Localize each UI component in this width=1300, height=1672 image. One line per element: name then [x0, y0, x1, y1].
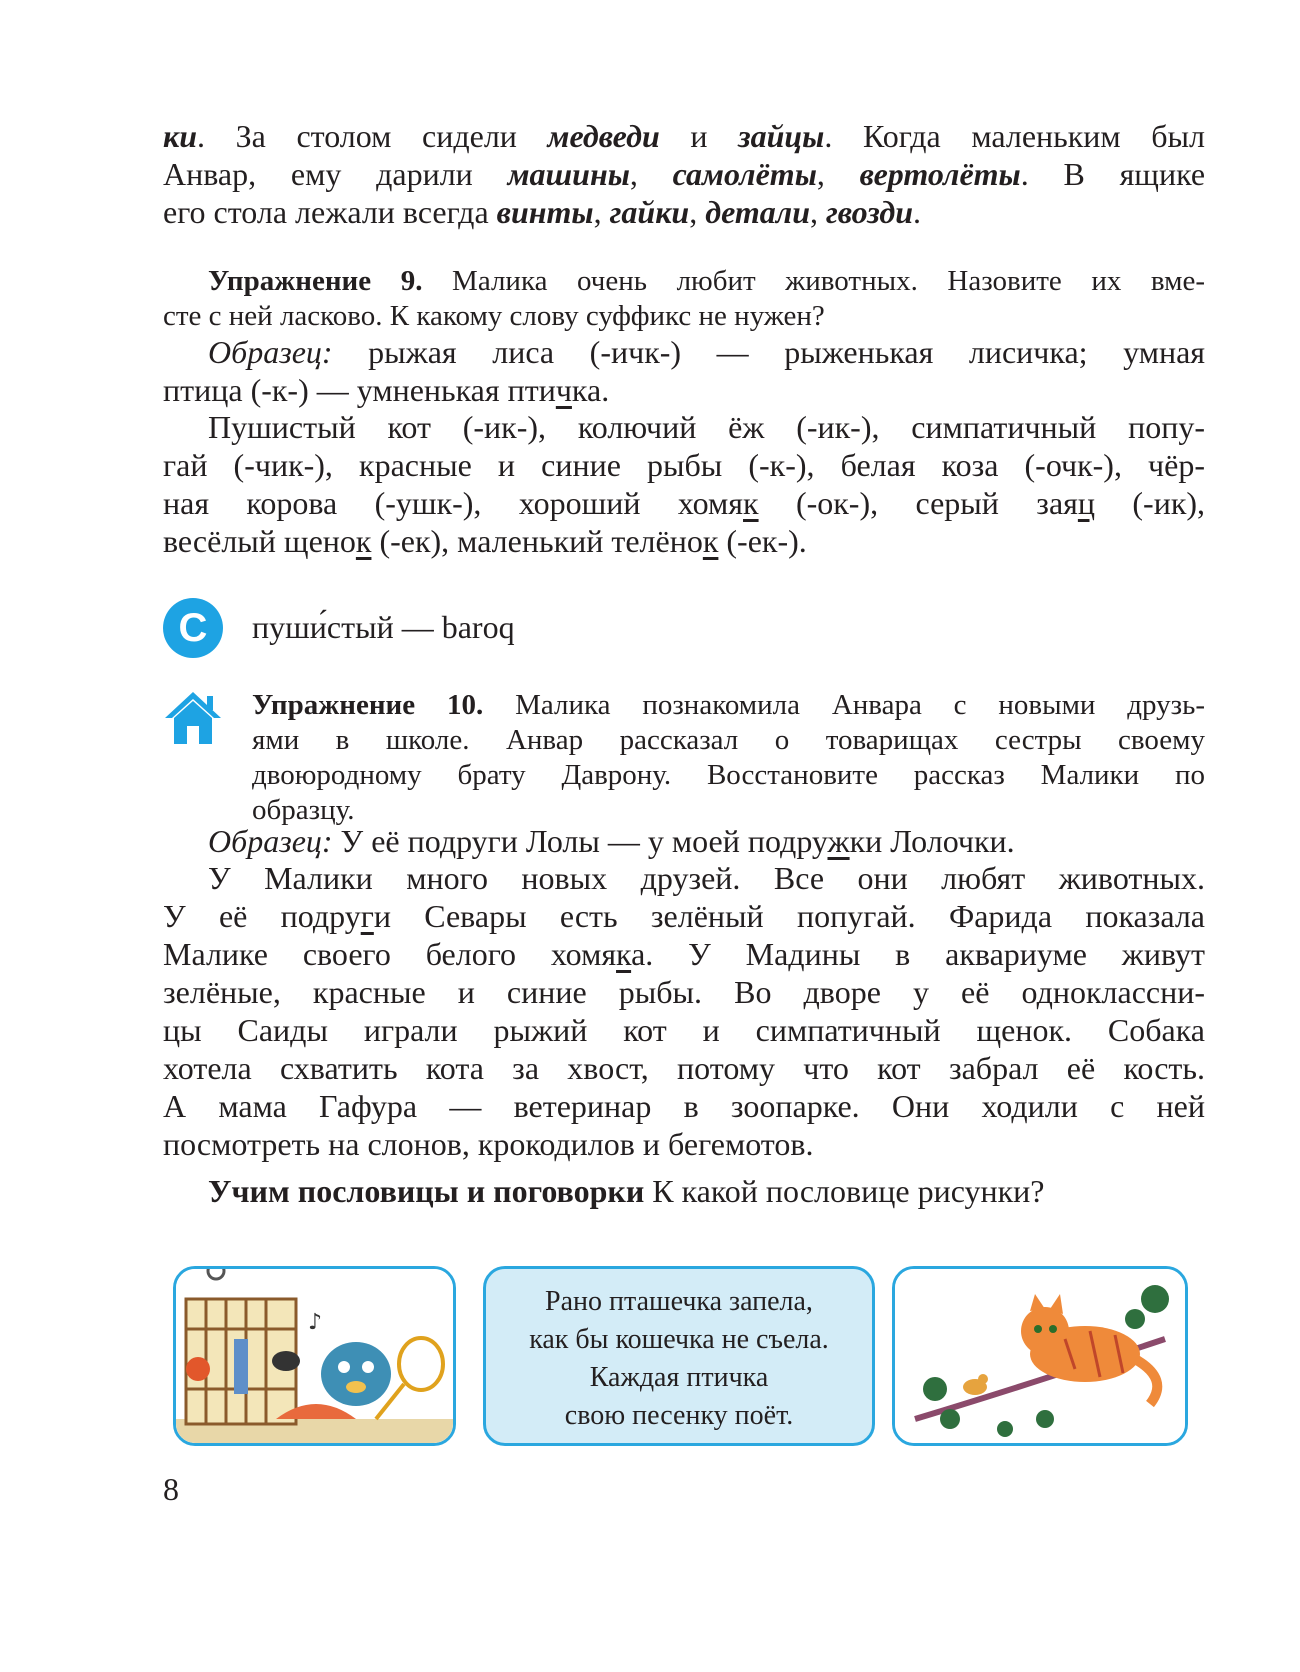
exercise-10-sample: Образец: У её подруги Лолы — у моей подружки Лолочки.: [208, 823, 1015, 859]
exercise-10-label: Упражнение 10.: [252, 689, 484, 721]
page-number: 8: [163, 1471, 179, 1507]
exercise-10-task: Упражнение 10. Малика познакомила Анвара с новыми друзь- ями в школе. Анвар рассказал о товарищах сестры своему двоюродному брату Даврону. Восстановите рассказ Малики по образцу.: [252, 689, 1205, 826]
exercise-9-sample: Образец: рыжая лиса (-ичк-) — рыженькая лисичка; умная птица (-к-) — умненькая птичка.: [163, 334, 1205, 408]
illustration-cat-branch: [892, 1266, 1188, 1446]
vocabulary-c-icon: C: [163, 598, 223, 658]
proverb-line: Рано пташечка запела,: [545, 1286, 813, 1317]
svg-text:♪: ♪: [308, 1310, 323, 1335]
proverb-line: свою песенку поёт.: [564, 1400, 794, 1431]
illustration-cat-birdcage: [173, 1266, 456, 1446]
exercise-9-task: Упражнение 9. Малика очень любит животных. Назовите их вме-: [208, 265, 1205, 297]
proverb-card: [483, 1266, 875, 1446]
exercise-10-text: У Малики много новых друзей. Все они любят животных. У её подруги Севары есть зелёный попугай. Фарида показала Малике своего белого хомяка. У Мадины в аквариуме живут зелёные, красные и синие рыбы. Во дворе у её одноклассни- цы Саиды играли рыжий кот и симпатичный щенок. Собака хотела схватить кота за хвост, потому что кот забрал её кость. А мама Гафура — ветеринар в зоопарке. Они ходили с ней посмотреть на слонов, крокодилов и бегемотов.: [163, 860, 1206, 1162]
exercise-9-label: Упражнение 9.: [208, 265, 423, 297]
top-paragraph: ки. За столом сидели медведи и зайцы. Когда маленьким был Анвар, ему дарили машины, самолёты, вертолёты. В ящике его стола лежали всегда винты, гайки, детали, гвозди.: [163, 118, 1206, 230]
exercise-9: Упражнение 9. Малика очень любит животных. Назовите их вме- сте с ней ласково. К какому слову суффикс не нужен?: [163, 265, 1205, 332]
proverbs-heading: Учим пословицы и поговорки К какой пословице рисунки?: [208, 1173, 1045, 1209]
homework-house-icon: [163, 690, 223, 746]
vocabulary-entry: пуши́стый — baroq: [252, 609, 515, 645]
proverb-line: как бы кошечка не съела.: [529, 1324, 829, 1355]
exercise-9-list: Пушистый кот (-ик-), колючий ёж (-ик-), симпатичный попу- гай (-чик-), красные и синие рыбы (-к-), белая коза (-очк-), чёр- ная корова (-ушк-), хороший хомяк (-ок-), серый заяц (-ик), весёлый щенок (-ек), маленький телёнок (-ек-).: [163, 409, 1206, 559]
proverb-line: Каждая птичка: [589, 1362, 769, 1393]
